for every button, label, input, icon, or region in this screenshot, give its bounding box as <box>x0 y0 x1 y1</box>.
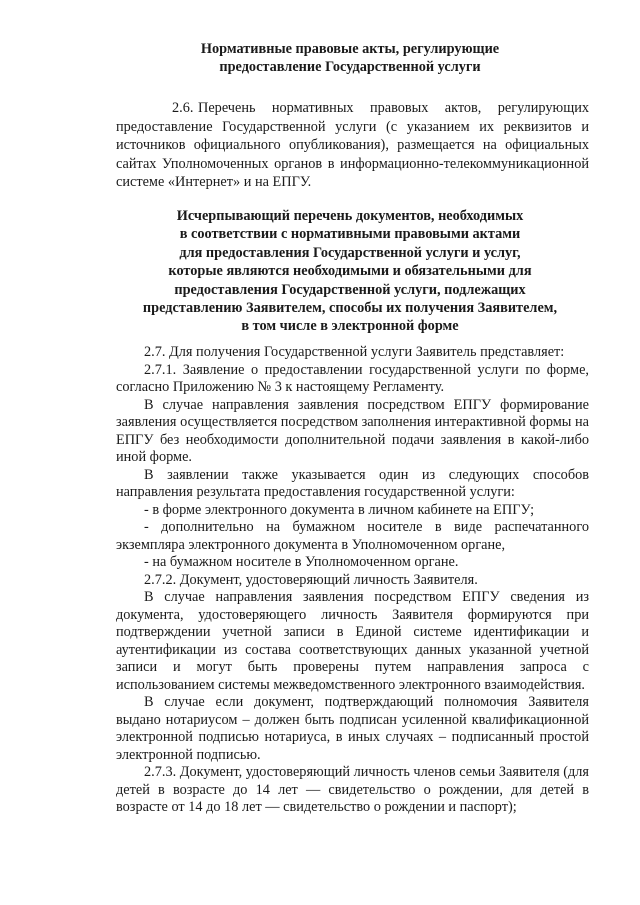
paragraph-number: 2.6. <box>172 100 194 116</box>
heading-line: в соответствии с нормативными правовыми актами <box>179 226 521 243</box>
paragraph-2-7: 2.7. Для получения Государственной услуги Заявитель представляет: <box>144 344 565 360</box>
paragraph-2-7-1: 2.7.1. Заявление о предоставлении государственной услуги по форме, согласно Приложению № 3 к настоящему Регламенту. <box>116 361 589 395</box>
heading-line: представлению Заявителем, способы их получения Заявителем, <box>142 300 558 317</box>
paragraph-notary: В случае если документ, подтверждающий полномочия Заявителя выдано нотариусом – должен быть подписан усиленной квалификационной электронной подписью нотариуса, в иных случаях – подписанный простой электронной подписью. <box>116 694 589 763</box>
heading-line: для предоставления Государственной услуги и услуг, <box>179 244 521 261</box>
heading-line: Исчерпывающий перечень документов, необходимых <box>176 208 524 224</box>
paragraph-2-7-2: 2.7.2. Документ, удостоверяющий личность Заявителя. <box>144 571 478 588</box>
paragraph-identity-epgu: В случае направления заявления посредством ЕПГУ сведения из документа, удостоверяющего личность Заявителя формируются при подтверждении учетной записи в Единой системе идентификации и аутентификации из состава соответствующих данных указанной учетной записи и могут быть проверены путем направления запроса с использованием системы межведомственного электронного взаимодействия. <box>116 589 589 693</box>
section-heading-legal-acts <box>100 40 600 77</box>
heading-line: Нормативные правовые акты, регулирующие <box>200 41 500 57</box>
heading-line: которые являются необходимыми и обязательными для <box>168 263 532 280</box>
list-item-paper: - на бумажном носителе в Уполномоченном органе. <box>144 554 459 570</box>
paragraph-text: Перечень нормативных правовых актов, регулирующих предоставление Государственной услуги (с указанием их реквизитов и источников официального опубликования), размещается на официальных сайтах Уполномоченных органов в информационно-телекоммуникационной системе «Интернет» и на ЕПГУ. <box>116 100 589 191</box>
heading-line: в том числе в электронной форме <box>241 318 459 335</box>
paragraph-result-methods: В заявлении также указывается один из следующих способов направления результата предоставления государственной услуги: <box>116 466 589 500</box>
section-body-documents <box>116 344 589 817</box>
paragraph-2-6 <box>116 99 589 192</box>
paragraph-2-7-3: 2.7.3. Документ, удостоверяющий личность членов семьи Заявителя (для детей в возрасте до 14 лет — свидетельство о рождении, для детей в возрасте от 14 до 18 лет — свидетельство о рождении и паспорт); <box>116 764 589 815</box>
heading-line: предоставление Государственной услуги <box>219 59 481 76</box>
list-item-electronic: - в форме электронного документа в личном кабинете на ЕПГУ; <box>144 501 535 518</box>
heading-line: предоставления Государственной услуги, подлежащих <box>174 281 526 298</box>
list-item-paper-printed: - дополнительно на бумажном носителе в виде распечатанного экземпляра электронного документа в Уполномоченном органе, <box>116 519 589 553</box>
paragraph-epgu-form: В случае направления заявления посредством ЕПГУ формирование заявления осуществляется посредством заполнения интерактивной формы на ЕПГУ без необходимости дополнительной подачи заявления в какой-либо иной форме. <box>116 396 589 465</box>
section-heading-documents-list <box>100 207 600 336</box>
